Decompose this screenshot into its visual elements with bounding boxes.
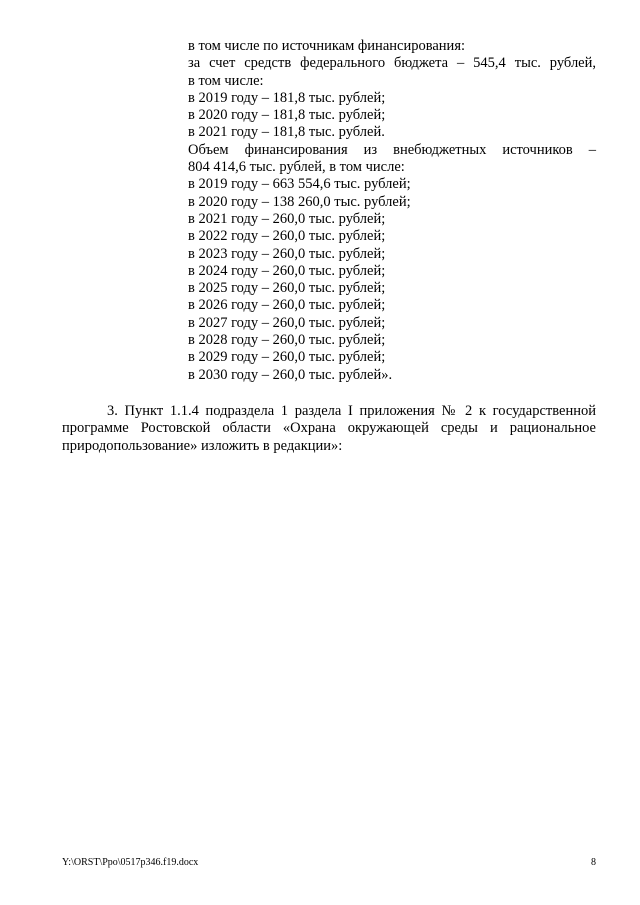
- footer-file-path: Y:\ORST\Ppo\0517p346.f19.docx: [62, 857, 199, 868]
- federal-year-line: в 2021 году – 181,8 тыс. рублей.: [188, 124, 385, 141]
- extrabudgetary-year-line: в 2030 году – 260,0 тыс. рублей».: [188, 366, 393, 383]
- funding-intro: в том числе по источникам финансирования:: [188, 38, 466, 54]
- funding-block: [188, 38, 596, 384]
- amendment-paragraph: 3. Пункт 1.1.4 подраздела 1 раздела I приложения № 2 к государственной программе Ростовской области «Охрана окружающей среды и рациональное природопользование» изложить в редакции»:: [62, 403, 596, 454]
- federal-year-line: в 2019 году – 181,8 тыс. рублей;: [188, 89, 386, 106]
- extrabudgetary-year-line: в 2021 году – 260,0 тыс. рублей;: [188, 210, 386, 227]
- extrabudgetary-year-line: в 2029 году – 260,0 тыс. рублей;: [188, 349, 386, 366]
- federal-budget-line: за счет средств федерального бюджета – 545,4 тыс. рублей,: [188, 55, 596, 72]
- extrabudgetary-year-line: в 2024 году – 260,0 тыс. рублей;: [188, 262, 386, 279]
- extrabudgetary-total: 804 414,6 тыс. рублей, в том числе:: [188, 159, 405, 176]
- extrabudgetary-year-line: в 2028 году – 260,0 тыс. рублей;: [188, 332, 386, 349]
- federal-including-label: в том числе:: [188, 72, 264, 89]
- federal-year-line: в 2020 году – 181,8 тыс. рублей;: [188, 107, 386, 124]
- extrabudgetary-line: Объем финансирования из внебюджетных источников –: [188, 141, 596, 158]
- extrabudgetary-year-line: в 2019 году – 663 554,6 тыс. рублей;: [188, 176, 411, 193]
- extrabudgetary-year-line: в 2022 году – 260,0 тыс. рублей;: [188, 228, 386, 245]
- extrabudgetary-year-line: в 2020 году – 138 260,0 тыс. рублей;: [188, 193, 411, 210]
- extrabudgetary-year-line: в 2025 году – 260,0 тыс. рублей;: [188, 280, 386, 297]
- page-number: 8: [591, 857, 596, 868]
- extrabudgetary-year-line: в 2023 году – 260,0 тыс. рублей;: [188, 245, 386, 262]
- extrabudgetary-year-line: в 2026 году – 260,0 тыс. рублей;: [188, 297, 386, 314]
- extrabudgetary-year-line: в 2027 году – 260,0 тыс. рублей;: [188, 314, 386, 331]
